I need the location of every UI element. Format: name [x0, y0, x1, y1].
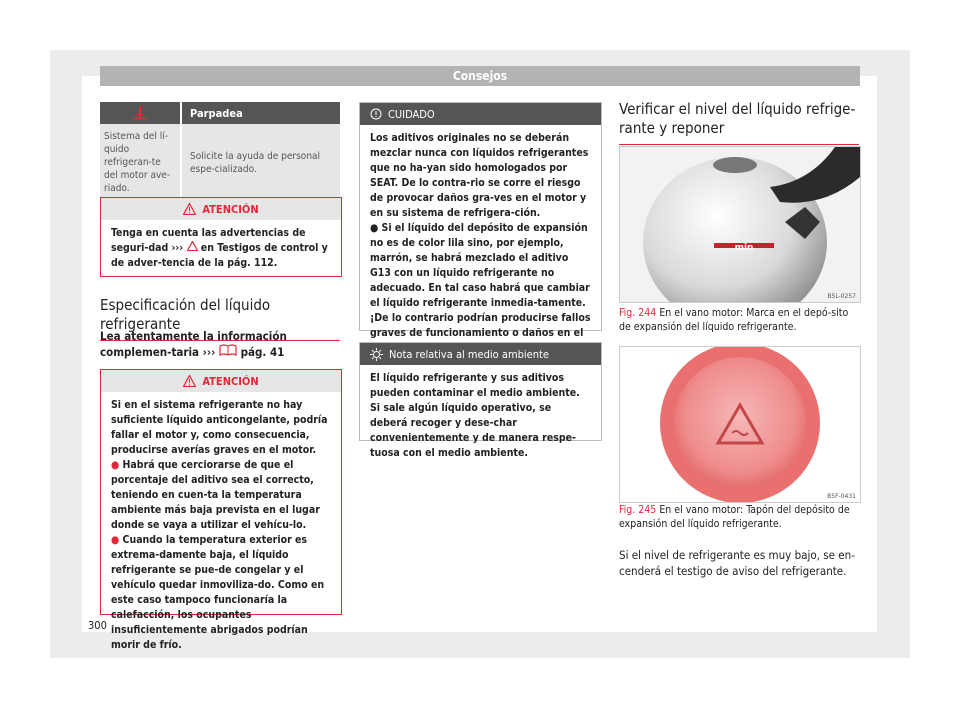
bullet-icon: ●: [370, 222, 382, 234]
table-cell: Solicite la ayuda de personal espe-cializado.: [190, 150, 321, 175]
warning-paragraph: Cuando la temperatura exterior es extrema-damente baja, el líquido refrigerante se pue-de congelar y el vehículo quedar inmoviliza-do. Como en este caso tampoco funcionaría la calefacción, los ocupantes insuficientemente abrigados podrían morir de frío.: [111, 534, 325, 651]
warning-box: [100, 197, 342, 277]
environment-note-box: [359, 342, 602, 459]
figure-caption-text: En el vano motor: Tapón del depósito de expansión del líquido refrigerante.: [619, 504, 850, 530]
section-heading: Verificar el nivel del líquido refrige-rante y reponer: [619, 100, 859, 145]
warning-icon: [183, 375, 196, 387]
page-link[interactable]: pág. 41: [240, 345, 285, 359]
page-number: 300: [88, 619, 107, 632]
expansion-tank-image: [620, 147, 860, 302]
min-mark-label: min: [734, 243, 754, 253]
table-header-label: Parpadea: [190, 106, 243, 120]
caution-paragraph: Los aditivos originales no se deberán mezclar nunca con líquidos refrigerantes que no ha-yan sido homologados por SEAT. De lo contra-rio se corre el riesgo de provocar daños gra-ves en el motor y en su sistema de refrigera-ción.: [370, 132, 589, 219]
warning-text: Tenga en cuenta las advertencias de seguri-dad ›››: [111, 227, 306, 254]
figure-code: B5L-0257: [827, 293, 856, 300]
coolant-warning-icon: [100, 102, 182, 124]
table-cell: Sistema del lí-quido refrigeran-te del motor ave-riado.: [100, 124, 182, 201]
book-icon: [219, 344, 237, 356]
environment-icon: [370, 348, 383, 361]
figure-tank-cap: [619, 346, 861, 503]
figure-caption-text: En el vano motor: Marca en el depó-sito de expansión del líquido refrigerante.: [619, 307, 849, 333]
indicator-table: [100, 102, 340, 201]
tank-cap-image: [620, 347, 860, 502]
warning-paragraph: Si en el sistema refrigerante no hay suficiente líquido anticongelante, podría fallar el motor y, como consecuencia, producirse averías graves en el motor.: [111, 399, 328, 456]
table-header: [100, 102, 340, 124]
warning-title: ATENCIÓN: [202, 202, 259, 216]
warning-paragraph: Habrá que cerciorarse de que el porcentaje del aditivo sea el correcto, teniendo en cuen-ta la temperatura ambiente más baja prevista en el lugar donde se vaya a utilizar el vehícu-lo.: [111, 459, 320, 531]
environment-note-title: Nota relativa al medio ambiente: [389, 347, 549, 361]
warning-icon: [183, 203, 196, 215]
figure-expansion-tank: [619, 146, 861, 303]
warning-title: ATENCIÓN: [202, 374, 259, 388]
figure-caption: [619, 306, 859, 334]
table-row: [100, 124, 340, 201]
info-circle-icon: [370, 108, 382, 120]
figure-number: Fig. 244: [619, 307, 657, 319]
caution-paragraph: Si el líquido del depósito de expansión no es de color lila sino, por ejemplo, marrón, se habrá mezclado el aditivo G13 con un líquido refrigerante no adecuado. En tal caso habrá que cambiar el líquido refrigerante inmedia-tamente. ¡De lo contrario podrían producirse fallos graves de funcionamiento o daños en el: [370, 222, 591, 339]
section-intro: Lea atentamente la información complemen-taria ››› pág. 41: [100, 329, 287, 359]
bullet-icon: ●: [111, 534, 123, 546]
environment-note-text: El líquido refrigerante y sus aditivos pueden contaminar el medio ambiente. Si sale algún líquido operativo, se deberá recoger y dese-char convenientemente y de manera respe-tuosa con el medio ambiente.: [370, 372, 580, 459]
caution-box: [359, 102, 602, 339]
page-header: Consejos: [100, 66, 860, 86]
warning-link-text[interactable]: en Testigos de control y de adver-tencia de la pág. 112.: [111, 242, 328, 269]
figure-caption: [619, 503, 859, 531]
body-paragraph: Si el nivel de refrigerante es muy bajo, se en-cenderá el testigo de aviso del refrigerante.: [619, 548, 855, 578]
bullet-icon: ●: [111, 459, 123, 471]
warning-box: [100, 369, 342, 651]
section-heading: Especificación del líquido refrigerante: [100, 296, 340, 341]
caution-title: CUIDADO: [388, 107, 435, 121]
figure-code: B5F-0431: [827, 493, 856, 500]
figure-number: Fig. 245: [619, 504, 657, 516]
warning-icon: [187, 241, 198, 251]
